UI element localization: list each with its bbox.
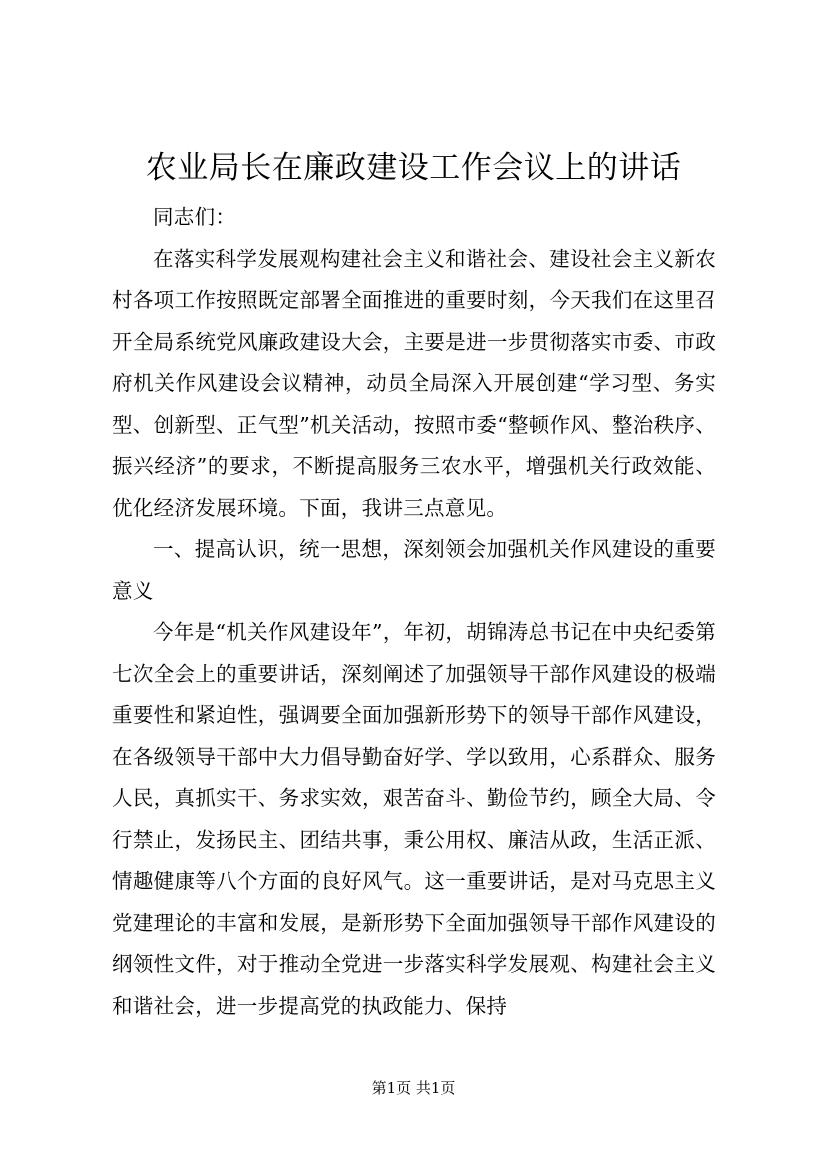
paragraph-intro: 在落实科学发展观构建社会主义和谐社会、建设社会主义新农村各项工作按照既定部署全面推进的重要时刻，今天我们在这里召开全局系统党风廉政建设大会，主要是进一步贯彻落实市委、市政府机关作风建设会议精神，动员全局深入开展创建“学习型、务实型、创新型、正气型”机关活动，按照市委“整顿作风、整治秩序、振兴经济”的要求，不断提高服务三农水平，增强机关行政效能、优化经济发展环境。下面，我讲三点意见。: [112, 246, 716, 520]
document-title: 农业局长在廉政建设工作会议上的讲话: [145, 150, 682, 186]
salutation: 同志们：: [153, 205, 237, 229]
page-footer: 第1页 共1页: [371, 1079, 456, 1097]
section-heading-1: 一、提高认识，统一思想，深刻领会加强机关作风建设的重要意义: [112, 537, 716, 603]
paragraph-body: 今年是“机关作风建设年”，年初，胡锦涛总书记在中央纪委第七次全会上的重要讲话，深刻阐述了加强领导干部作风建设的极端重要性和紧迫性，强调要全面加强新形势下的领导干部作风建设，在各级领导干部中大力倡导勤奋好学、学以致用，心系群众、服务人民，真抓实干、务求实效，艰苦奋斗、勤俭节约，顾全大局、令行禁止，发扬民主、团结共事，秉公用权、廉洁从政，生活正派、情趣健康等八个方面的良好风气。这一重要讲话，是对马克思主义党建理论的丰富和发展，是新形势下全面加强领导干部作风建设的纲领性文件，对于推动全党进一步落实科学发展观、构建社会主义和谐社会，进一步提高党的执政能力、保持: [112, 620, 716, 1018]
document-body: [112, 197, 716, 1027]
